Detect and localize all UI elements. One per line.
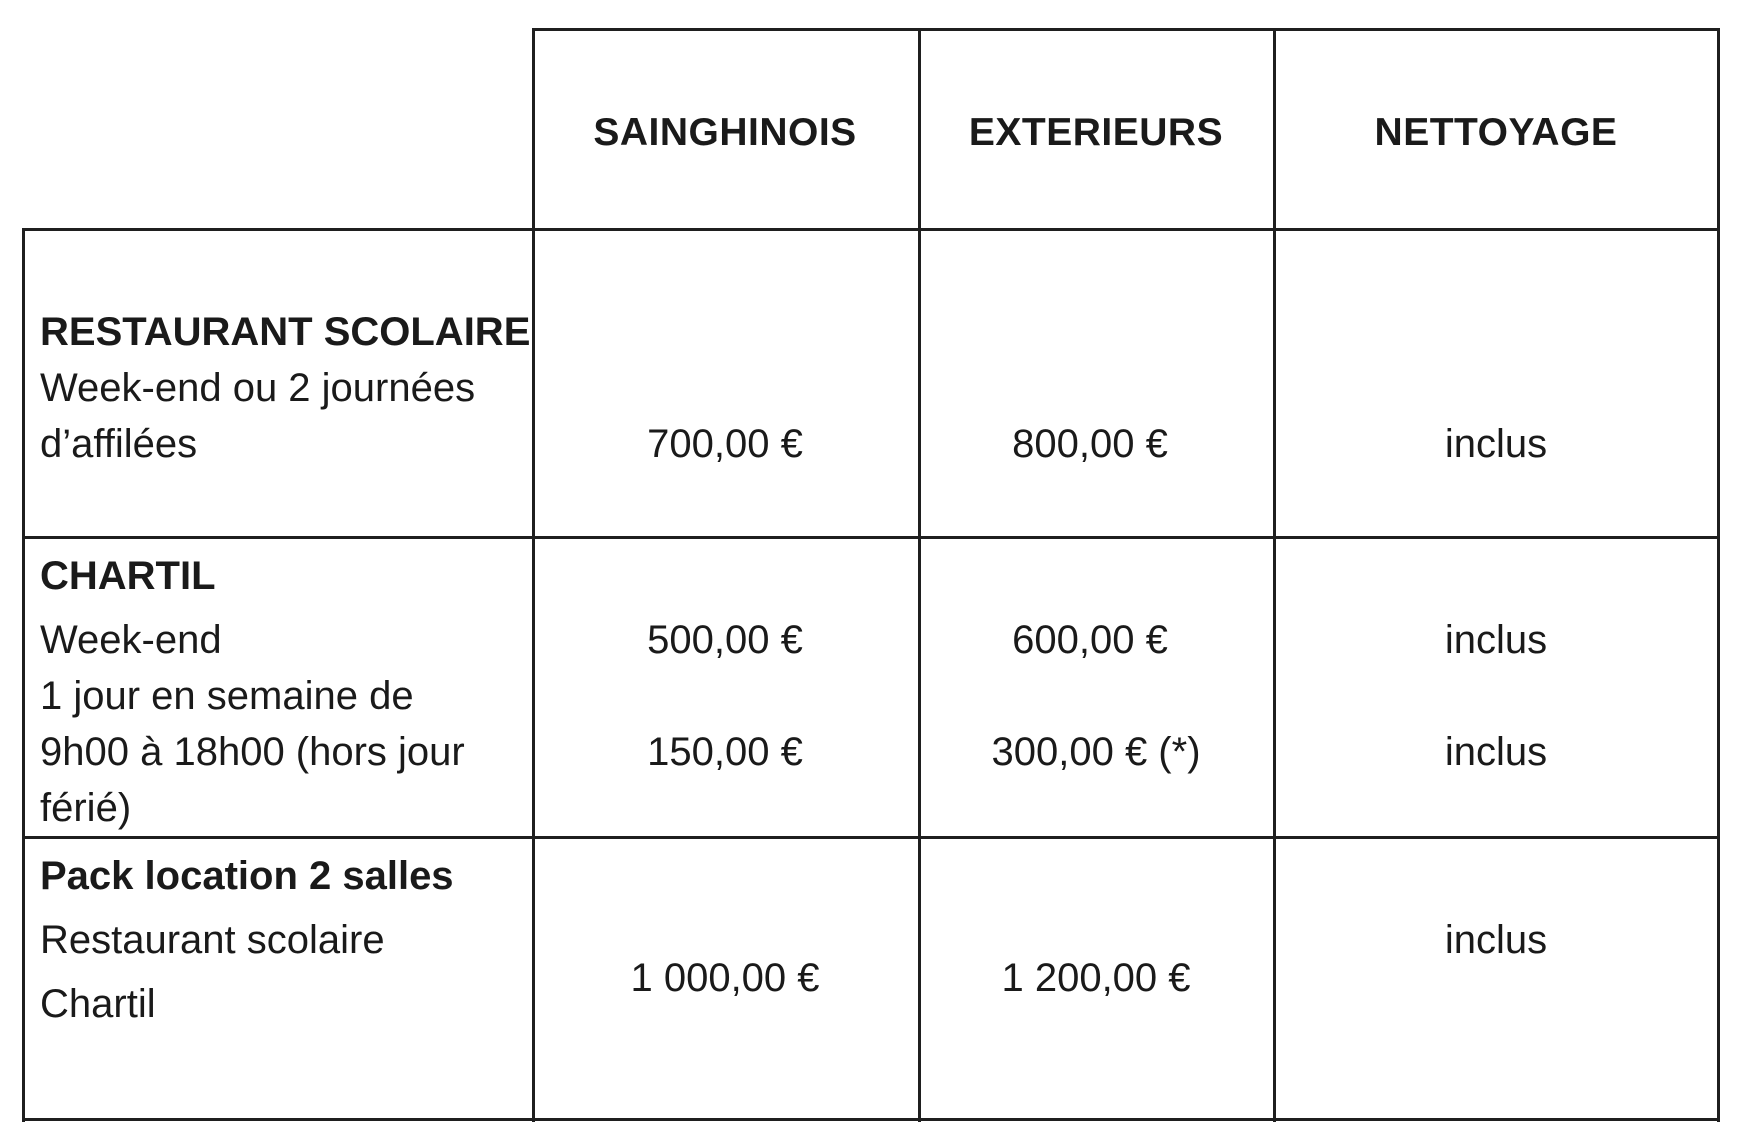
header-nettoyage: NETTOYAGE <box>1374 111 1618 154</box>
restaurant-nettoyage: inclus <box>1444 422 1548 466</box>
left-border <box>22 228 25 1122</box>
col2-border <box>918 28 921 1122</box>
pack-line2: Chartil <box>40 982 156 1026</box>
col3-border <box>1273 28 1276 1122</box>
restaurant-exterieurs-price: 800,00 € <box>1012 422 1168 466</box>
chartil-weekday-exterieurs-price: 300,00 € (*) <box>991 730 1201 774</box>
chartil-weekday-line1: 1 jour en semaine de <box>40 674 414 718</box>
restaurant-desc-line1: Week-end ou 2 journées <box>40 366 476 410</box>
pack-line1: Restaurant scolaire <box>40 918 385 962</box>
header-top-border <box>532 28 1720 31</box>
chartil-weekend-nettoyage: inclus <box>1444 618 1548 662</box>
restaurant-title: RESTAURANT SCOLAIRE <box>40 310 531 354</box>
row2-bottom-border <box>22 836 1720 839</box>
chartil-weekend-exterieurs-price: 600,00 € <box>1012 618 1168 662</box>
chartil-weekday-nettoyage: inclus <box>1444 730 1548 774</box>
header-exterieurs: EXTERIEURS <box>968 111 1224 154</box>
pack-nettoyage: inclus <box>1444 918 1548 962</box>
row1-bottom-border <box>22 536 1720 539</box>
pack-title: Pack location 2 salles <box>40 854 454 898</box>
header-bottom-border <box>22 228 1720 231</box>
chartil-weekend-label: Week-end <box>40 618 222 662</box>
header-sainghinois: SAINGHINOIS <box>593 111 857 154</box>
chartil-weekday-sainghinois-price: 150,00 € <box>647 730 803 774</box>
chartil-weekday-line3: férié) <box>40 786 132 830</box>
chartil-weekend-sainghinois-price: 500,00 € <box>647 618 803 662</box>
chartil-title: CHARTIL <box>40 554 216 598</box>
pack-sainghinois-price: 1 000,00 € <box>630 956 820 1000</box>
row3-bottom-border <box>22 1118 1720 1121</box>
right-border <box>1717 28 1720 1122</box>
col1-border <box>532 28 535 1122</box>
restaurant-desc-line2: d’affilées <box>40 422 198 466</box>
restaurant-sainghinois-price: 700,00 € <box>647 422 803 466</box>
pack-exterieurs-price: 1 200,00 € <box>1001 956 1191 1000</box>
chartil-weekday-line2: 9h00 à 18h00 (hors jour <box>40 730 465 774</box>
